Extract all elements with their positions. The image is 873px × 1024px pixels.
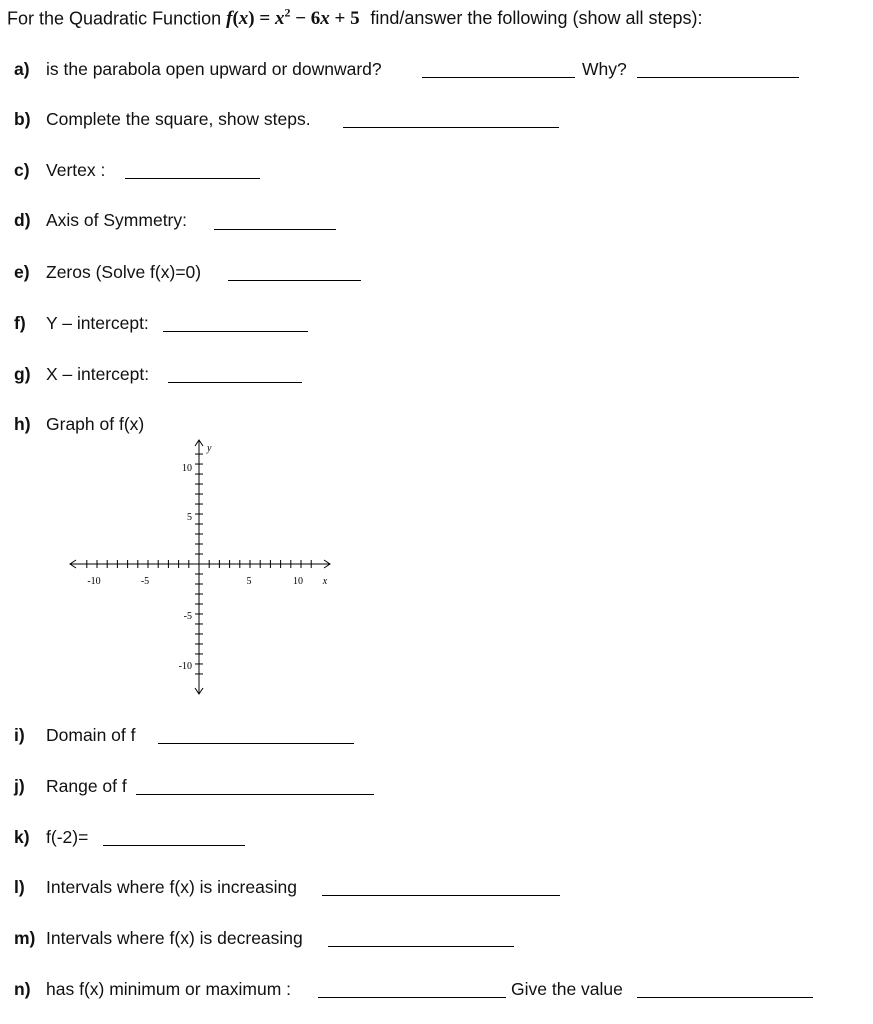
header-suffix: find/answer the following (show all steps): <box>370 8 703 29</box>
question-k-text: f(-2)= <box>46 827 89 847</box>
coordinate-grid[interactable] <box>60 432 350 707</box>
question-d: d) Axis of Symmetry: <box>14 210 187 230</box>
question-b-text: Complete the square, show steps. <box>46 109 311 129</box>
question-k: k) f(-2)= <box>14 827 89 847</box>
question-f: f) Y – intercept: <box>14 313 149 333</box>
question-e: e) Zeros (Solve f(x)=0) <box>14 262 202 282</box>
answer-line-d[interactable] <box>214 229 336 230</box>
question-h: h) Graph of f(x) <box>14 414 145 434</box>
question-c-text: Vertex : <box>46 160 106 180</box>
question-h-text: Graph of f(x) <box>46 414 145 434</box>
answer-line-a[interactable] <box>422 77 575 78</box>
y-axis-label: y <box>207 443 212 454</box>
question-m-text: Intervals where f(x) is decreasing <box>46 928 303 948</box>
x-tick-label-neg10: -10 <box>87 576 101 587</box>
answer-line-n-value[interactable] <box>637 997 813 998</box>
header-prefix: For the Quadratic Function <box>7 8 222 29</box>
y-tick-label-5: 5 <box>187 512 192 523</box>
question-i: i) Domain of f <box>14 725 136 745</box>
question-n-text: has f(x) minimum or maximum : <box>46 979 292 999</box>
question-a-text: is the parabola open upward or downward? <box>46 59 382 79</box>
y-tick-label-neg5: -5 <box>183 611 192 622</box>
answer-line-e[interactable] <box>228 280 361 281</box>
question-a: a) is the parabola open upward or downward? <box>14 59 382 79</box>
answer-line-l[interactable] <box>322 895 560 896</box>
x-tick-label-10: 10 <box>293 576 303 587</box>
question-n: n) has f(x) minimum or maximum : <box>14 979 292 999</box>
question-g-text: X – intercept: <box>46 364 150 384</box>
answer-line-a-why[interactable] <box>637 77 799 78</box>
answer-line-m[interactable] <box>328 946 514 947</box>
question-g: g) X – intercept: <box>14 364 150 384</box>
question-n-give-value: Give the value <box>511 979 623 999</box>
question-i-text: Domain of f <box>46 725 136 745</box>
y-tick-label-10: 10 <box>182 463 192 474</box>
answer-line-c[interactable] <box>125 178 260 179</box>
x-axis-label: x <box>322 576 328 587</box>
answer-line-f[interactable] <box>163 331 308 332</box>
y-tick-label-neg10: -10 <box>178 661 192 672</box>
question-l-text: Intervals where f(x) is increasing <box>46 877 297 897</box>
question-d-text: Axis of Symmetry: <box>46 210 187 230</box>
function-formula: $f(x) = x^2 - 6x + 5$ <box>226 6 360 30</box>
question-c: c) Vertex : <box>14 160 106 180</box>
question-m: m) Intervals where f(x) is decreasing <box>14 928 303 948</box>
answer-line-i[interactable] <box>158 743 354 744</box>
question-f-text: Y – intercept: <box>46 313 149 333</box>
question-e-text: Zeros (Solve f(x)=0) <box>46 262 202 282</box>
answer-line-b[interactable] <box>343 127 559 128</box>
x-tick-label-neg5: -5 <box>140 576 150 587</box>
question-l: l) Intervals where f(x) is increasing <box>14 877 297 897</box>
question-j: j) Range of f <box>14 776 127 796</box>
worksheet-header <box>7 6 703 30</box>
question-b: b) Complete the square, show steps. <box>14 109 311 129</box>
answer-line-g[interactable] <box>168 382 302 383</box>
x-tick-label-5: 5 <box>246 576 252 587</box>
answer-line-k[interactable] <box>103 845 245 846</box>
question-a-why: Why? <box>582 59 627 79</box>
answer-line-n[interactable] <box>318 997 506 998</box>
answer-line-j[interactable] <box>136 794 374 795</box>
question-j-text: Range of f <box>46 776 127 796</box>
